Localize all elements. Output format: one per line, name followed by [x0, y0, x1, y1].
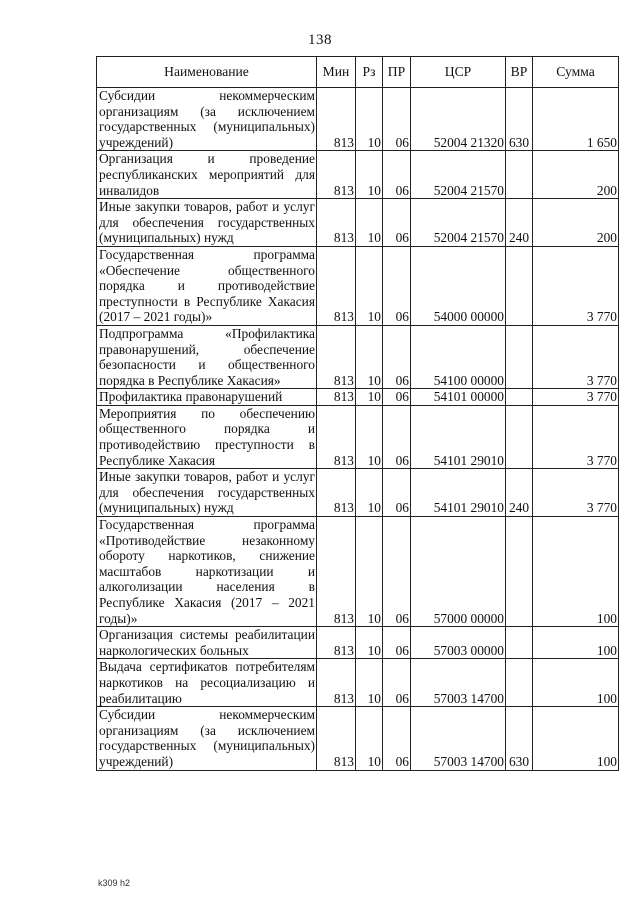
row-name: Государственная программа «Обеспечение общественного порядка и противодействие преступности в Республике Хакасия (2017 – 2021 годы)» [97, 246, 317, 325]
header-csr: ЦСР [411, 57, 506, 88]
row-vr [506, 246, 533, 325]
row-pr: 06 [383, 405, 411, 468]
row-sum: 200 [533, 199, 619, 247]
budget-table [96, 56, 619, 771]
row-sum: 100 [533, 659, 619, 707]
row-min: 813 [317, 199, 356, 247]
row-csr: 54000 00000 [411, 246, 506, 325]
table-row [97, 246, 619, 325]
row-pr: 06 [383, 199, 411, 247]
row-csr: 52004 21570 [411, 199, 506, 247]
row-pr: 06 [383, 88, 411, 151]
table-row [97, 405, 619, 468]
table-row [97, 707, 619, 770]
header-min: Мин [317, 57, 356, 88]
row-pr: 06 [383, 246, 411, 325]
row-csr: 52004 21570 [411, 151, 506, 199]
row-rz: 10 [356, 405, 383, 468]
row-rz: 10 [356, 707, 383, 770]
row-rz: 10 [356, 389, 383, 406]
row-vr: 240 [506, 469, 533, 517]
row-min: 813 [317, 405, 356, 468]
header-vr: ВР [506, 57, 533, 88]
row-name: Субсидии некоммерческим организациям (за исключением государственных (муниципальных) учреждений) [97, 707, 317, 770]
row-name: Выдача сертификатов потребителям наркотиков на ресоциализацию и реабилитацию [97, 659, 317, 707]
row-name: Профилактика правонарушений [97, 389, 317, 406]
row-rz: 10 [356, 246, 383, 325]
row-csr: 54100 00000 [411, 325, 506, 388]
row-pr: 06 [383, 389, 411, 406]
row-pr: 06 [383, 517, 411, 627]
row-sum: 3 770 [533, 469, 619, 517]
row-name: Организация и проведение республиканских мероприятий для инвалидов [97, 151, 317, 199]
row-rz: 10 [356, 199, 383, 247]
row-rz: 10 [356, 627, 383, 659]
row-min: 813 [317, 246, 356, 325]
row-vr [506, 659, 533, 707]
row-sum: 3 770 [533, 246, 619, 325]
row-min: 813 [317, 517, 356, 627]
row-min: 813 [317, 707, 356, 770]
row-csr: 57000 00000 [411, 517, 506, 627]
header-name: Наименование [97, 57, 317, 88]
row-sum: 200 [533, 151, 619, 199]
table-row [97, 627, 619, 659]
row-sum: 100 [533, 707, 619, 770]
table-row [97, 517, 619, 627]
row-csr: 57003 00000 [411, 627, 506, 659]
row-vr [506, 151, 533, 199]
row-name: Государственная программа «Противодействие незаконному обороту наркотиков, снижение масштабов наркотизации и алкоголизации населения в Республике Хакасия (2017 – 2021 годы)» [97, 517, 317, 627]
row-csr: 57003 14700 [411, 707, 506, 770]
row-name: Мероприятия по обеспечению общественного порядка и противодействию преступности в Республике Хакасия [97, 405, 317, 468]
row-name: Организация системы реабилитации наркологических больных [97, 627, 317, 659]
row-name: Иные закупки товаров, работ и услуг для обеспечения государственных (муниципальных) нужд [97, 469, 317, 517]
table-row [97, 659, 619, 707]
row-name: Субсидии некоммерческим организациям (за исключением государственных (муниципальных) учреждений) [97, 88, 317, 151]
row-min: 813 [317, 151, 356, 199]
row-sum: 100 [533, 627, 619, 659]
row-pr: 06 [383, 707, 411, 770]
row-rz: 10 [356, 469, 383, 517]
row-vr: 630 [506, 707, 533, 770]
table-row [97, 88, 619, 151]
row-name: Подпрограмма «Профилактика правонарушений, обеспечение безопасности и общественного порядка в Республике Хакасия» [97, 325, 317, 388]
row-sum: 1 650 [533, 88, 619, 151]
row-pr: 06 [383, 151, 411, 199]
row-pr: 06 [383, 659, 411, 707]
row-rz: 10 [356, 517, 383, 627]
row-min: 813 [317, 325, 356, 388]
table-row [97, 469, 619, 517]
row-name: Иные закупки товаров, работ и услуг для обеспечения государственных (муниципальных) нужд [97, 199, 317, 247]
table-row [97, 389, 619, 406]
row-vr [506, 389, 533, 406]
header-rz: Рз [356, 57, 383, 88]
row-pr: 06 [383, 627, 411, 659]
row-csr: 54101 29010 [411, 405, 506, 468]
row-min: 813 [317, 469, 356, 517]
row-rz: 10 [356, 151, 383, 199]
row-sum: 3 770 [533, 389, 619, 406]
row-vr [506, 627, 533, 659]
row-csr: 54101 29010 [411, 469, 506, 517]
row-sum: 3 770 [533, 325, 619, 388]
row-sum: 3 770 [533, 405, 619, 468]
row-rz: 10 [356, 88, 383, 151]
row-csr: 54101 00000 [411, 389, 506, 406]
header-pr: ПР [383, 57, 411, 88]
row-rz: 10 [356, 659, 383, 707]
footer-code: k309 h2 [98, 878, 131, 888]
row-sum: 100 [533, 517, 619, 627]
row-csr: 52004 21320 [411, 88, 506, 151]
row-pr: 06 [383, 469, 411, 517]
row-vr [506, 325, 533, 388]
header-sum: Сумма [533, 57, 619, 88]
row-vr: 240 [506, 199, 533, 247]
table-row [97, 199, 619, 247]
table-row [97, 151, 619, 199]
row-vr: 630 [506, 88, 533, 151]
table-row [97, 325, 619, 388]
row-csr: 57003 14700 [411, 659, 506, 707]
row-min: 813 [317, 389, 356, 406]
row-vr [506, 405, 533, 468]
row-rz: 10 [356, 325, 383, 388]
row-min: 813 [317, 88, 356, 151]
table-header-row [97, 57, 619, 88]
page-number: 138 [308, 32, 332, 48]
row-min: 813 [317, 627, 356, 659]
row-min: 813 [317, 659, 356, 707]
row-pr: 06 [383, 325, 411, 388]
row-vr [506, 517, 533, 627]
